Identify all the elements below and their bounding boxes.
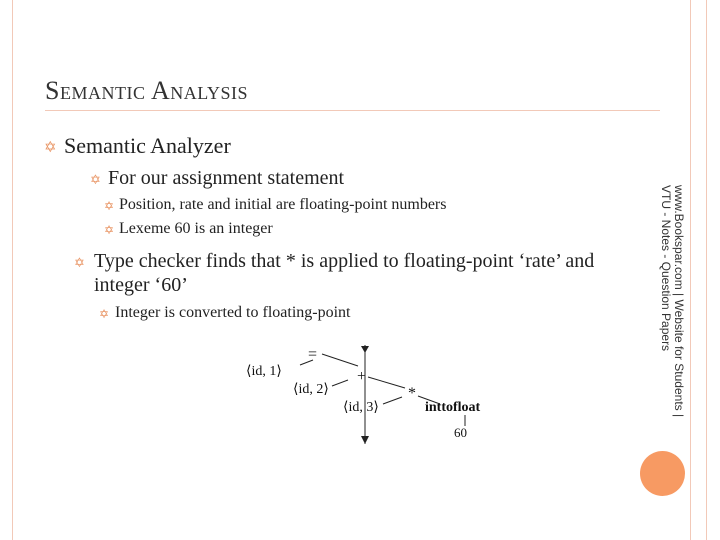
frame-line-right-2: [706, 0, 707, 540]
sidebar-line-2: VTU - Notes - Question Papers: [659, 185, 673, 352]
bullet-icon: ✡: [99, 307, 110, 321]
bullet-icon: ✡: [74, 255, 85, 270]
bullet-icon: ✡: [104, 199, 115, 213]
bullet-lexeme-integer: Lexeme 60 is an integer: [119, 220, 273, 237]
slide-title: Semantic Analysis: [45, 76, 249, 105]
bullet-type-checker-line2: integer ‘60’: [94, 274, 188, 296]
tree-node-times: *: [408, 385, 416, 402]
bullet-semantic-analyzer: Semantic Analyzer: [64, 133, 231, 158]
bullet-icon: ✡: [104, 223, 115, 237]
bullet-type-checker-line1: Type checker finds that * is applied to floating-point ‘rate’ and: [94, 250, 595, 272]
title-divider: [45, 110, 660, 111]
arrow-down-icon: [361, 346, 369, 353]
tree-node-id3: ⟨id, 3⟩: [343, 400, 379, 415]
bullet-assignment-statement: For our assignment statement: [108, 167, 345, 189]
frame-line-left: [12, 0, 13, 540]
tree-node-assign: =: [308, 346, 318, 363]
syntax-tree-diagram: [240, 340, 520, 450]
bullet-floating-point: Position, rate and initial are floating-point numbers: [119, 196, 447, 213]
sidebar-line-1: www.Bookspar.com | Website for Students |: [672, 185, 686, 418]
tree-node-inttofloat: inttofloat: [425, 400, 481, 415]
tree-node-plus: +: [357, 368, 367, 385]
arrow-down-icon: [361, 436, 369, 444]
decorative-circle: [640, 451, 685, 496]
tree-node-60: 60: [454, 425, 467, 440]
bullet-icon: ✡: [44, 140, 57, 156]
tree-node-id1: ⟨id, 1⟩: [246, 364, 282, 379]
tree-node-id2: ⟨id, 2⟩: [293, 382, 329, 397]
bullet-icon: ✡: [90, 172, 101, 187]
sidebar-watermark: [659, 185, 686, 425]
bullet-integer-converted: Integer is converted to floating-point: [115, 304, 351, 321]
frame-line-right-1: [690, 0, 691, 540]
